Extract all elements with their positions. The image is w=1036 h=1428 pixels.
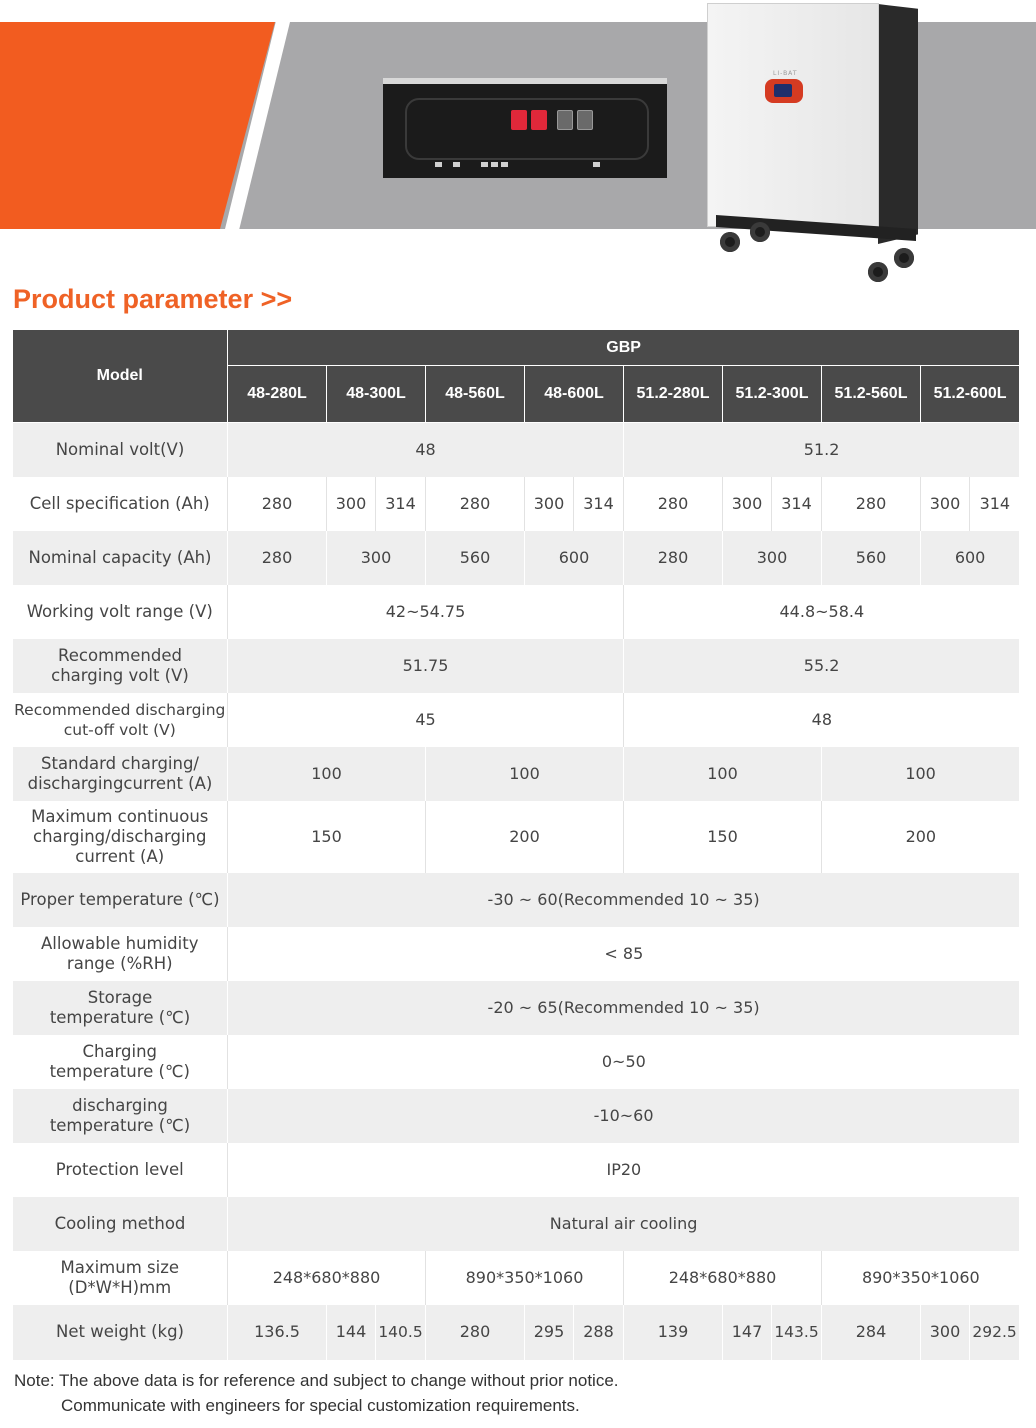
row-label-line: Charging <box>82 1041 158 1061</box>
cell-value: 280 <box>624 477 723 531</box>
cabinet-brand-label: LI-BAT <box>773 70 798 77</box>
comm-port <box>435 162 442 167</box>
cell-value: 143.5 <box>772 1305 822 1360</box>
comm-port <box>481 162 488 167</box>
cell-value: 51.75 <box>228 639 624 693</box>
cell-value: 314 <box>376 477 426 531</box>
negative-terminal <box>577 110 593 130</box>
display-screen <box>774 84 792 97</box>
row-nominal-capacity <box>13 531 1020 585</box>
cell-value: 144 <box>327 1305 376 1360</box>
row-label: Working volt range (V) <box>13 585 228 639</box>
row-label-line: Storage <box>87 987 153 1007</box>
cell-value: 600 <box>921 531 1020 585</box>
row-label-line: Recommended <box>58 645 182 665</box>
cell-value: 280 <box>228 477 327 531</box>
cell-value: < 85 <box>228 927 1020 981</box>
cell-value: IP20 <box>228 1143 1020 1197</box>
model-column-header: 48-280L <box>228 366 327 423</box>
cell-value: -20 ~ 65(Recommended 10 ~ 35) <box>228 981 1020 1035</box>
battery-cabinet-photo <box>708 4 878 226</box>
row-label-line: charging/discharging <box>33 826 207 846</box>
row-label-line: Maximum continuous <box>31 806 209 826</box>
cell-value: 100 <box>624 747 822 801</box>
cell-value: -30 ~ 60(Recommended 10 ~ 35) <box>228 873 1020 927</box>
row-label: Cell specification (Ah) <box>13 477 228 531</box>
cell-value: 300 <box>327 477 376 531</box>
footnote <box>14 1368 619 1418</box>
cell-value: 292.5 <box>970 1305 1020 1360</box>
row-label <box>13 801 228 873</box>
row-label-line: Allowable humidity <box>41 933 199 953</box>
cell-value: 0~50 <box>228 1035 1020 1089</box>
row-maximum-size <box>13 1251 1020 1305</box>
footnote-line: Communicate with engineers for special customization requirements. <box>61 1396 580 1415</box>
model-column-header: 48-600L <box>525 366 624 423</box>
cell-value: 600 <box>525 531 624 585</box>
row-working-volt-range <box>13 585 1020 639</box>
model-column-header: 51.2-280L <box>624 366 723 423</box>
row-label <box>13 981 228 1035</box>
cell-value: 48 <box>624 693 1020 747</box>
row-cell-specification <box>13 477 1020 531</box>
cell-value: 139 <box>624 1305 723 1360</box>
row-label-line: current (A) <box>75 846 165 866</box>
row-label <box>13 1035 228 1089</box>
cell-value: 150 <box>228 801 426 873</box>
caster-wheel <box>894 248 914 268</box>
positive-terminal <box>511 110 527 130</box>
cell-value: 100 <box>228 747 426 801</box>
cell-value: 890*350*1060 <box>426 1251 624 1305</box>
row-label-line: charging volt (V) <box>51 665 189 685</box>
cell-value: 48 <box>228 423 624 477</box>
cell-value: 200 <box>426 801 624 873</box>
cell-value: 560 <box>822 531 921 585</box>
cell-value: 280 <box>822 477 921 531</box>
cell-value: 300 <box>921 1305 970 1360</box>
row-label: Nominal volt(V) <box>13 423 228 477</box>
cell-value: 140.5 <box>376 1305 426 1360</box>
model-column-header: 51.2-600L <box>921 366 1020 423</box>
cell-value: -10~60 <box>228 1089 1020 1143</box>
battery-front-panel-photo <box>383 78 667 178</box>
cell-value: 314 <box>970 477 1020 531</box>
cell-value: 248*680*880 <box>624 1251 822 1305</box>
cabinet-side-panel <box>878 4 918 244</box>
cell-value: 280 <box>426 477 525 531</box>
row-label-line: discharging <box>72 1095 168 1115</box>
row-label <box>13 693 228 747</box>
caster-wheel <box>720 232 740 252</box>
cell-value: 200 <box>822 801 1020 873</box>
row-label <box>13 747 228 801</box>
row-label-line: temperature (℃) <box>49 1061 190 1081</box>
comm-port <box>491 162 498 167</box>
row-discharging-temperature <box>13 1089 1020 1143</box>
cell-value: 51.2 <box>624 423 1020 477</box>
cell-value: 248*680*880 <box>228 1251 426 1305</box>
row-storage-temperature <box>13 981 1020 1035</box>
cell-value: 150 <box>624 801 822 873</box>
row-net-weight <box>13 1305 1020 1360</box>
negative-terminal <box>557 110 573 130</box>
row-label-line: cut-off volt (V) <box>63 720 176 739</box>
row-allowable-humidity <box>13 927 1020 981</box>
cell-value: 147 <box>723 1305 772 1360</box>
cell-value: 314 <box>772 477 822 531</box>
cell-value: 280 <box>426 1305 525 1360</box>
comm-port <box>593 162 600 167</box>
caster-wheel <box>750 222 770 242</box>
cell-value: 284 <box>822 1305 921 1360</box>
cell-value: 44.8~58.4 <box>624 585 1020 639</box>
row-recommended-discharging-cutoff <box>13 693 1020 747</box>
cabinet-display <box>765 79 803 103</box>
row-label-line: Recommended discharging <box>14 700 226 719</box>
row-label <box>13 927 228 981</box>
row-recommended-charging-volt <box>13 639 1020 693</box>
front-panel-frame <box>405 98 649 160</box>
row-label: Protection level <box>13 1143 228 1197</box>
row-label-line: (D*W*H)mm <box>68 1277 172 1297</box>
header-row-series <box>13 330 1020 366</box>
cell-value: 300 <box>723 477 772 531</box>
row-label: Nominal capacity (Ah) <box>13 531 228 585</box>
cell-value: Natural air cooling <box>228 1197 1020 1251</box>
row-label <box>13 1251 228 1305</box>
cell-value: 890*350*1060 <box>822 1251 1020 1305</box>
cell-value: 100 <box>822 747 1020 801</box>
product-parameter-table <box>12 329 1020 1360</box>
model-column-header: 48-560L <box>426 366 525 423</box>
row-nominal-volt <box>13 423 1020 477</box>
model-column-header: 51.2-560L <box>822 366 921 423</box>
positive-terminal <box>531 110 547 130</box>
product-banner <box>0 0 1036 290</box>
row-label-line: Standard charging/ <box>41 753 199 773</box>
cell-value: 100 <box>426 747 624 801</box>
row-label-line: range (%RH) <box>66 953 173 973</box>
cell-value: 300 <box>525 477 574 531</box>
cell-value: 295 <box>525 1305 574 1360</box>
row-cooling-method <box>13 1197 1020 1251</box>
cell-value: 280 <box>624 531 723 585</box>
caster-wheel <box>868 262 888 282</box>
cell-value: 136.5 <box>228 1305 327 1360</box>
cell-value: 288 <box>574 1305 624 1360</box>
comm-port <box>453 162 460 167</box>
section-title: Product parameter >> <box>13 284 293 314</box>
row-label <box>13 1089 228 1143</box>
comm-port <box>501 162 508 167</box>
series-header: GBP <box>228 330 1020 366</box>
row-label: Net weight (kg) <box>13 1305 228 1360</box>
row-label-line: dischargingcurrent (A) <box>27 773 213 793</box>
cell-value: 280 <box>228 531 327 585</box>
row-standard-current <box>13 747 1020 801</box>
row-label: Proper temperature (℃) <box>13 873 228 927</box>
row-label-line: temperature (℃) <box>49 1007 191 1027</box>
row-charging-temperature <box>13 1035 1020 1089</box>
footnote-line: Note: The above data is for reference and subject to change without prior notice. <box>14 1371 619 1390</box>
model-column-header: 48-300L <box>327 366 426 423</box>
row-label <box>13 639 228 693</box>
model-header: Model <box>13 330 228 423</box>
row-label: Cooling method <box>13 1197 228 1251</box>
row-label-line: temperature (℃) <box>49 1115 191 1135</box>
row-label-line: Maximum size <box>60 1257 180 1277</box>
cell-value: 45 <box>228 693 624 747</box>
cell-value: 42~54.75 <box>228 585 624 639</box>
row-proper-temperature <box>13 873 1020 927</box>
model-column-header: 51.2-300L <box>723 366 822 423</box>
cell-value: 560 <box>426 531 525 585</box>
row-protection-level <box>13 1143 1020 1197</box>
cell-value: 55.2 <box>624 639 1020 693</box>
cell-value: 300 <box>723 531 822 585</box>
cell-value: 300 <box>327 531 426 585</box>
cell-value: 314 <box>574 477 624 531</box>
row-max-continuous-current <box>13 801 1020 873</box>
cell-value: 300 <box>921 477 970 531</box>
